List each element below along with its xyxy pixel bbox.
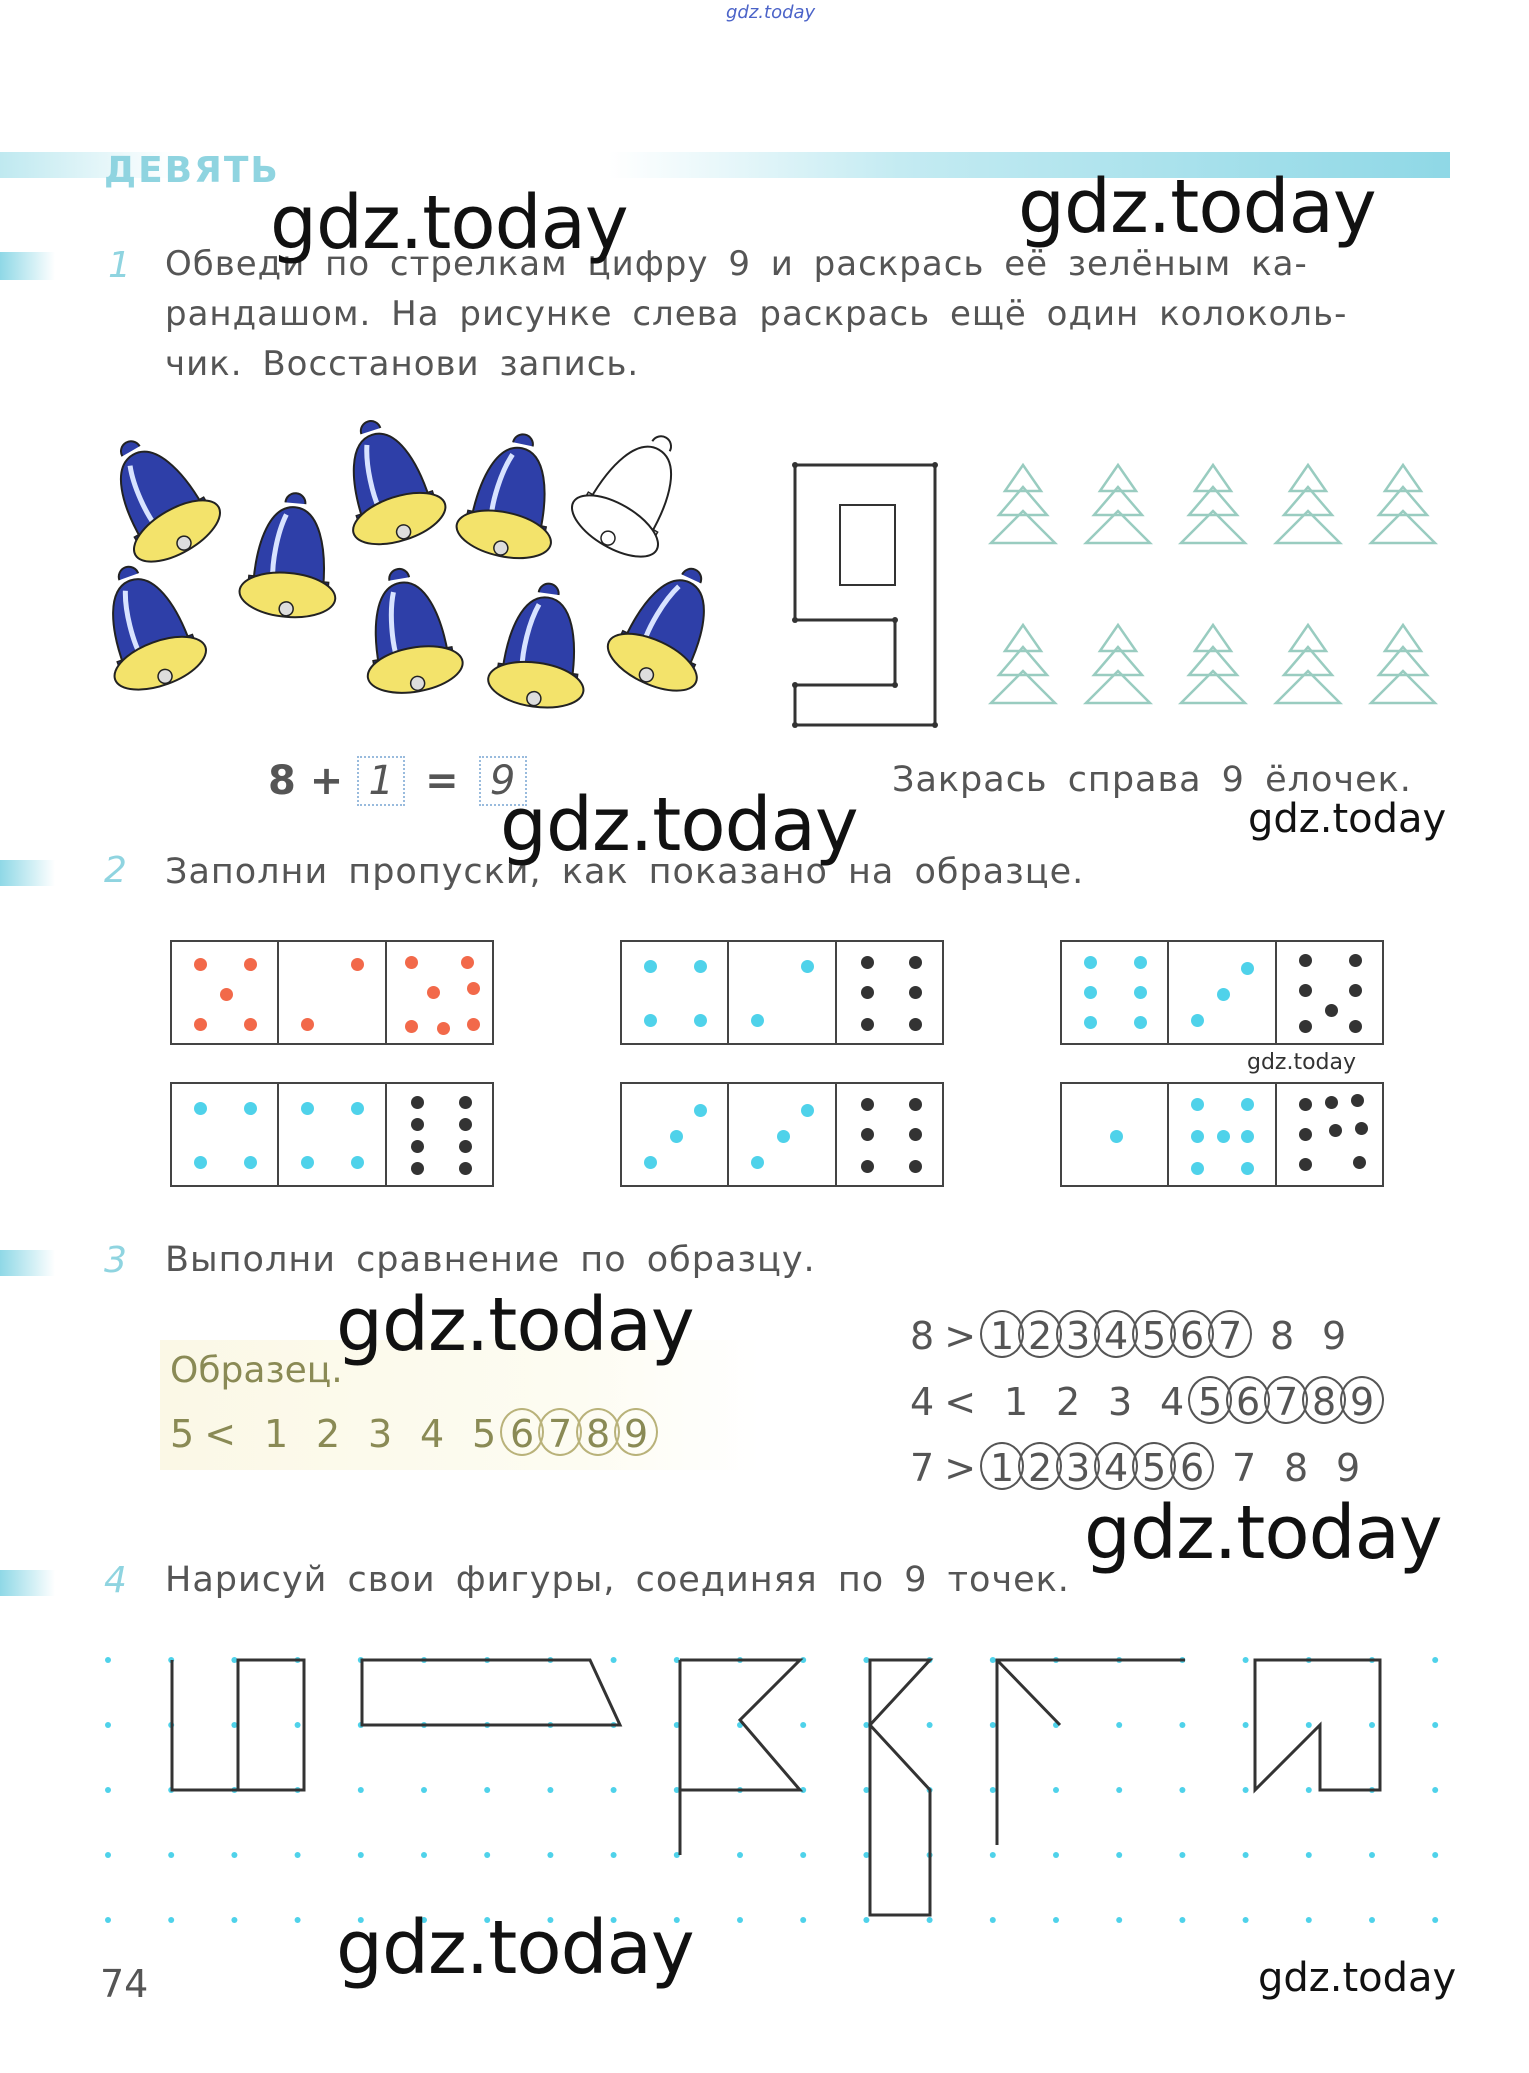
dot <box>301 1018 314 1031</box>
bell-icon <box>452 425 572 566</box>
compare-left: 7 <box>910 1446 935 1490</box>
grid-dot <box>421 1852 427 1858</box>
dot <box>459 1096 472 1109</box>
grid-dot <box>1432 1722 1438 1728</box>
dot <box>670 1130 683 1143</box>
fir-tree-icon <box>1276 465 1340 543</box>
circled-number: 5 <box>1188 1376 1232 1424</box>
grid-dot <box>863 1917 869 1923</box>
domino-cell <box>1169 942 1276 1043</box>
dot <box>1084 956 1097 969</box>
dot <box>194 1018 207 1031</box>
dot <box>1299 1098 1312 1111</box>
domino-cell <box>1277 1084 1382 1185</box>
domino-3 <box>1060 940 1384 1045</box>
number: 1 <box>1003 1380 1029 1424</box>
sample-label: Образец. <box>170 1350 343 1391</box>
fir-tree-icon <box>991 465 1055 543</box>
dot <box>405 1020 418 1033</box>
compare-sign: > <box>944 1446 977 1490</box>
dot <box>777 1130 790 1143</box>
grid-dot <box>105 1657 111 1663</box>
digit-nine-outline <box>785 455 945 735</box>
task1-number: 1 <box>108 245 131 286</box>
task3-text: Выполни сравнение по образцу. <box>165 1240 816 1280</box>
grid-dot <box>231 1852 237 1858</box>
dot <box>411 1118 424 1131</box>
figure-6 <box>1255 1660 1380 1790</box>
figure-3 <box>680 1660 800 1855</box>
dot <box>1241 1098 1254 1111</box>
grid-dot <box>800 1917 806 1923</box>
compare-left: 4 <box>910 1380 935 1424</box>
dot <box>1349 984 1362 997</box>
grid-dot <box>1053 1787 1059 1793</box>
dot <box>1217 988 1230 1001</box>
dot <box>437 1022 450 1035</box>
grid-dot <box>295 1852 301 1858</box>
dot <box>194 1156 207 1169</box>
domino-cell <box>172 942 279 1043</box>
equation-box-2[interactable]: 9 <box>479 756 527 806</box>
bell-icon <box>100 551 213 700</box>
task4-number: 4 <box>104 1560 127 1601</box>
grid-dot <box>547 1852 553 1858</box>
grid-dot <box>1179 1917 1185 1923</box>
grid-dot <box>1306 1917 1312 1923</box>
domino-cell <box>172 1084 279 1185</box>
dot <box>1241 1162 1254 1175</box>
grid-dot <box>484 1787 490 1793</box>
figure-5 <box>997 1660 1185 1845</box>
domino-cell <box>622 1084 729 1185</box>
compare-row-2 <box>910 1376 1384 1424</box>
grid-dot <box>927 1917 933 1923</box>
circled-number: 8 <box>1302 1376 1346 1424</box>
grid-dot <box>611 1787 617 1793</box>
circled-number: 4 <box>1094 1310 1138 1358</box>
circled-number: 2 <box>1018 1442 1062 1490</box>
dot <box>244 1102 257 1115</box>
domino-cell <box>1062 1084 1169 1185</box>
circled-number: 7 <box>1264 1376 1308 1424</box>
circled-number: 1 <box>980 1310 1024 1358</box>
dot <box>909 986 922 999</box>
domino-cell <box>387 1084 492 1185</box>
circled-number: 7 <box>538 1408 582 1456</box>
bell-white-icon <box>562 415 707 569</box>
circled-number: 8 <box>576 1408 620 1456</box>
grid-dot <box>1179 1852 1185 1858</box>
grid-dot <box>990 1787 996 1793</box>
number: 4 <box>419 1412 445 1456</box>
domino-cell <box>1169 1084 1276 1185</box>
fir-tree-icon <box>1371 465 1435 543</box>
circled-number: 7 <box>1208 1310 1252 1358</box>
grid-dot <box>105 1722 111 1728</box>
bell-icon <box>485 577 597 713</box>
dot <box>694 1104 707 1117</box>
dot <box>301 1102 314 1115</box>
grid-dot <box>1306 1722 1312 1728</box>
dot <box>1241 1130 1254 1143</box>
dot <box>909 1160 922 1173</box>
dot <box>1241 962 1254 975</box>
dot <box>244 1156 257 1169</box>
dot <box>909 1098 922 1111</box>
number: 8 <box>1283 1446 1309 1490</box>
grid-dot <box>105 1787 111 1793</box>
dot <box>909 1128 922 1141</box>
dot <box>467 1018 480 1031</box>
sample-row <box>170 1408 658 1456</box>
task1-line1: Обведи по стрелкам цифру 9 и раскрась её зелёным ка- <box>165 244 1308 284</box>
circled-number: 3 <box>1056 1442 1100 1490</box>
grid-dot <box>358 1852 364 1858</box>
dot <box>1191 1130 1204 1143</box>
dot <box>861 1128 874 1141</box>
circled-number: 6 <box>1226 1376 1270 1424</box>
fir-tree-icon <box>991 625 1055 703</box>
dot <box>351 1156 364 1169</box>
dot <box>411 1162 424 1175</box>
dot <box>411 1140 424 1153</box>
dot <box>909 1018 922 1031</box>
dot <box>459 1162 472 1175</box>
dot <box>1134 986 1147 999</box>
grid-dot <box>105 1852 111 1858</box>
page-title: ДЕВЯТЬ <box>104 150 280 191</box>
task1-line3: чик. Восстанови запись. <box>165 344 640 384</box>
grid-dot <box>1179 1787 1185 1793</box>
domino-2 <box>620 940 944 1045</box>
trees-caption: Закрась справа 9 ёлочек. <box>892 760 1412 800</box>
dot <box>351 1102 364 1115</box>
grid-dot <box>737 1852 743 1858</box>
grid-dot <box>1432 1852 1438 1858</box>
circled-number: 4 <box>1094 1442 1138 1490</box>
dot <box>1355 1122 1368 1135</box>
grid-dot <box>1306 1787 1312 1793</box>
grid-dot <box>737 1917 743 1923</box>
task4-text: Нарисуй свои фигуры, соединяя по 9 точек. <box>165 1560 1070 1600</box>
domino-cell <box>1277 942 1382 1043</box>
grid-dot <box>1116 1852 1122 1858</box>
dot <box>801 960 814 973</box>
dot <box>1084 1016 1097 1029</box>
grid-dot <box>1243 1852 1249 1858</box>
dot <box>1299 954 1312 967</box>
dot <box>405 956 418 969</box>
grid-dot <box>358 1787 364 1793</box>
grid-dot <box>800 1852 806 1858</box>
number: 4 <box>1159 1380 1185 1424</box>
watermark-small: gdz.today <box>1247 1050 1357 1075</box>
dot <box>1299 984 1312 997</box>
task1-line2: рандашом. На рисунке слева раскрась ещё один колоколь- <box>165 294 1348 334</box>
bell-icon <box>322 415 452 554</box>
dot <box>1217 1130 1230 1143</box>
dot <box>1191 1098 1204 1111</box>
grid-dot <box>1243 1917 1249 1923</box>
compare-sign: < <box>204 1412 237 1456</box>
dot <box>861 1098 874 1111</box>
dot <box>194 1102 207 1115</box>
equation-box-1[interactable]: 1 <box>357 756 405 806</box>
domino-5 <box>620 1082 944 1187</box>
number: 3 <box>1107 1380 1133 1424</box>
header-watermark: gdz.today <box>726 2 816 23</box>
circled-number: 3 <box>1056 1310 1100 1358</box>
compare-sign: > <box>944 1314 977 1358</box>
dot <box>1325 1096 1338 1109</box>
grid-dot <box>990 1657 996 1663</box>
number: 2 <box>315 1412 341 1456</box>
grid-dot <box>990 1722 996 1728</box>
number: 5 <box>471 1412 497 1456</box>
dot <box>694 960 707 973</box>
figure-4 <box>870 1660 930 1915</box>
dot <box>861 986 874 999</box>
grid-dot <box>1243 1722 1249 1728</box>
dot <box>1329 1124 1342 1137</box>
dot <box>411 1096 424 1109</box>
number: 7 <box>1231 1446 1257 1490</box>
grid-dot <box>611 1657 617 1663</box>
dot <box>801 1104 814 1117</box>
grid-dot <box>1116 1917 1122 1923</box>
figure-1 <box>172 1660 304 1790</box>
grid-dot <box>168 1852 174 1858</box>
domino-4 <box>170 1082 494 1187</box>
fir-tree-icon <box>1181 625 1245 703</box>
compare-left: 5 <box>170 1412 195 1456</box>
grid-dot <box>105 1917 111 1923</box>
dot <box>220 988 233 1001</box>
task2-marker <box>0 860 55 886</box>
dot <box>1325 1004 1338 1017</box>
bell-icon <box>350 561 466 700</box>
dot <box>1353 1156 1366 1169</box>
dot <box>1299 1020 1312 1033</box>
grid-dot <box>1243 1657 1249 1663</box>
grid-dot <box>1306 1852 1312 1858</box>
number: 9 <box>1335 1446 1361 1490</box>
bell-icon <box>238 489 344 621</box>
number: 2 <box>1055 1380 1081 1424</box>
dot <box>1134 1016 1147 1029</box>
grid-dot <box>231 1917 237 1923</box>
grid-dot <box>1432 1787 1438 1793</box>
grid-dot <box>1116 1722 1122 1728</box>
circled-number: 9 <box>1340 1376 1384 1424</box>
circled-number: 1 <box>980 1442 1024 1490</box>
dot <box>461 956 474 969</box>
dot <box>1134 956 1147 969</box>
compare-sign: < <box>944 1380 977 1424</box>
domino-cell <box>837 1084 942 1185</box>
grid-dot <box>484 1852 490 1858</box>
grid-dot <box>295 1917 301 1923</box>
dot <box>244 1018 257 1031</box>
grid-dot <box>1053 1852 1059 1858</box>
number: 3 <box>367 1412 393 1456</box>
page-number: 74 <box>100 1962 149 2006</box>
task1-marker <box>0 252 55 280</box>
equation-equals: = <box>425 758 459 804</box>
grid-dot <box>1179 1722 1185 1728</box>
equation <box>268 756 527 806</box>
compare-left: 8 <box>910 1314 935 1358</box>
number: 9 <box>1321 1314 1347 1358</box>
watermark: gdz.today <box>336 1905 694 1991</box>
circled-number: 5 <box>1132 1442 1176 1490</box>
task2-text: Заполни пропуски, как показано на образце. <box>165 852 1085 892</box>
bells-illustration <box>100 415 740 715</box>
grid-dot <box>295 1722 301 1728</box>
grid-dot <box>990 1917 996 1923</box>
dot <box>1299 1158 1312 1171</box>
task3-marker <box>0 1250 55 1276</box>
dot <box>644 1156 657 1169</box>
equation-left: 8 + <box>268 758 344 804</box>
dot <box>1191 1014 1204 1027</box>
dot <box>459 1140 472 1153</box>
watermark: gdz.today <box>336 1282 694 1368</box>
bell-icon <box>100 419 230 574</box>
dot <box>861 1018 874 1031</box>
grid-dot <box>611 1852 617 1858</box>
grid-dot <box>1369 1917 1375 1923</box>
fir-tree-icon <box>1371 625 1435 703</box>
dot <box>301 1156 314 1169</box>
dot <box>194 958 207 971</box>
dot <box>1351 1094 1364 1107</box>
grid-dot <box>1243 1787 1249 1793</box>
dot <box>1349 954 1362 967</box>
task4-marker <box>0 1570 55 1596</box>
dot <box>1191 1162 1204 1175</box>
domino-cell <box>279 1084 386 1185</box>
circled-number: 5 <box>1132 1310 1176 1358</box>
domino-cell <box>837 942 942 1043</box>
domino-cell <box>1062 942 1169 1043</box>
watermark: gdz.today <box>1018 164 1376 250</box>
watermark: gdz.today <box>1258 1955 1457 2001</box>
figure-2 <box>362 1660 620 1725</box>
domino-cell <box>729 1084 836 1185</box>
dot-grid-figures <box>100 1645 1460 1935</box>
circled-number: 2 <box>1018 1310 1062 1358</box>
domino-cell <box>622 942 729 1043</box>
dot <box>751 1014 764 1027</box>
dot <box>644 1014 657 1027</box>
grid-dot <box>421 1787 427 1793</box>
domino-cell <box>279 942 386 1043</box>
watermark: gdz.today <box>270 180 628 266</box>
grid-dot <box>990 1852 996 1858</box>
task2-number: 2 <box>104 850 127 891</box>
dot <box>427 986 440 999</box>
number: 1 <box>263 1412 289 1456</box>
grid-dot <box>1116 1787 1122 1793</box>
dot <box>909 956 922 969</box>
dot <box>1110 1130 1123 1143</box>
fir-trees-grid <box>985 460 1440 740</box>
number: 8 <box>1269 1314 1295 1358</box>
dot <box>751 1156 764 1169</box>
grid-dot <box>547 1787 553 1793</box>
dot <box>1349 1020 1362 1033</box>
grid-dot <box>1432 1917 1438 1923</box>
circled-number: 6 <box>500 1408 544 1456</box>
grid-dot <box>1369 1852 1375 1858</box>
grid-dot <box>1369 1722 1375 1728</box>
watermark: gdz.today <box>500 782 858 868</box>
dot <box>1084 986 1097 999</box>
circled-number: 6 <box>1170 1442 1214 1490</box>
domino-sample-1 <box>170 940 494 1045</box>
dot <box>861 1160 874 1173</box>
domino-6 <box>1060 1082 1384 1187</box>
dot <box>694 1014 707 1027</box>
circled-number: 9 <box>614 1408 658 1456</box>
bell-icon <box>600 549 739 702</box>
dot <box>644 960 657 973</box>
task3-number: 3 <box>104 1240 127 1281</box>
dot <box>861 956 874 969</box>
watermark: gdz.today <box>1248 796 1447 842</box>
grid-dot <box>1432 1657 1438 1663</box>
fir-tree-icon <box>1276 625 1340 703</box>
dot <box>351 958 364 971</box>
dot <box>1299 1128 1312 1141</box>
watermark: gdz.today <box>1084 1490 1442 1576</box>
fir-tree-icon <box>1086 465 1150 543</box>
grid-dot <box>1053 1917 1059 1923</box>
dot <box>467 982 480 995</box>
fir-tree-icon <box>1181 465 1245 543</box>
fir-tree-icon <box>1086 625 1150 703</box>
dot <box>244 958 257 971</box>
compare-row-1 <box>910 1310 1356 1358</box>
circled-number: 6 <box>1170 1310 1214 1358</box>
domino-cell <box>387 942 492 1043</box>
dot <box>459 1118 472 1131</box>
grid-dot <box>927 1722 933 1728</box>
domino-cell <box>729 942 836 1043</box>
grid-dot <box>168 1917 174 1923</box>
compare-row-3 <box>910 1442 1370 1490</box>
grid-dot <box>800 1722 806 1728</box>
